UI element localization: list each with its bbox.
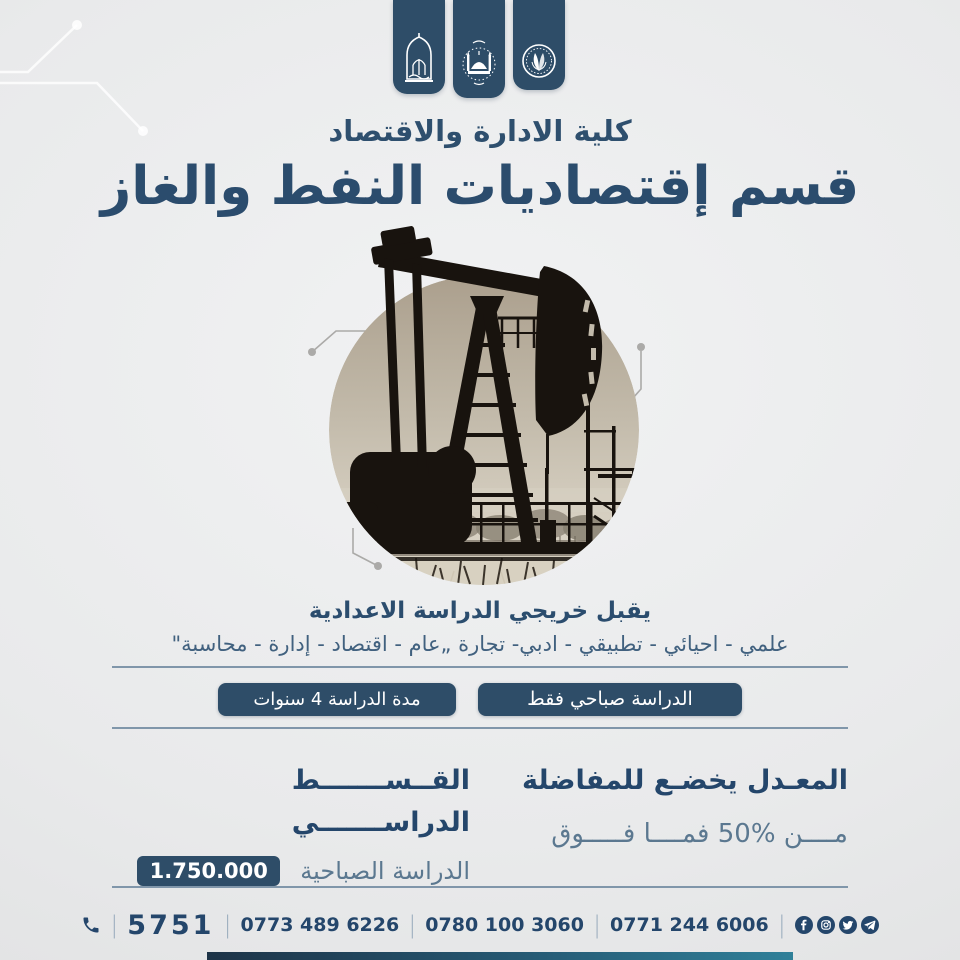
horse-head-slits xyxy=(582,300,596,407)
pumpjack-structure xyxy=(318,302,640,561)
tuition-label: الدراسة الصباحية xyxy=(300,857,470,885)
divider-bottom xyxy=(112,886,848,888)
circuit-decoration-circle xyxy=(312,331,641,566)
badge-seal xyxy=(513,0,565,90)
badge-shrine xyxy=(393,0,445,94)
tuition-row xyxy=(112,856,470,886)
phone-number-3: 0771 244 6006 xyxy=(610,914,769,936)
pumpjack-beam-and-head xyxy=(368,223,602,474)
average-section xyxy=(490,760,848,852)
separator: | xyxy=(223,911,232,939)
divider-top xyxy=(112,666,848,668)
phone-number-1: 0773 489 6226 xyxy=(240,914,400,936)
bottom-gradient-bar xyxy=(207,952,793,960)
average-heading: المعـدل يخضـع للمفاضلة xyxy=(522,765,848,796)
separator: | xyxy=(110,911,119,939)
divider-middle xyxy=(112,727,848,729)
twitter-icon[interactable] xyxy=(839,916,857,934)
grass xyxy=(350,558,622,585)
accepts-line: يقبل خريجي الدراسة الاعدادية xyxy=(308,598,652,624)
tuition-section xyxy=(112,760,470,886)
facebook-icon[interactable] xyxy=(795,916,813,934)
pill-morning-only: الدراسة صباحي فقط xyxy=(478,683,742,716)
separator: | xyxy=(777,911,786,939)
branches-line: علمي - احيائي - تطبيقي - ادبي- تجارة „عام - اقتصاد - إدارة - محاسبة" xyxy=(171,632,789,656)
college-title: كلية الادارة والاقتصاد xyxy=(328,114,632,148)
pill-study-duration: مدة الدراسة 4 سنوات xyxy=(218,683,456,716)
shrine-emblem-icon xyxy=(402,33,436,85)
phone-number-2: 0780 100 3060 xyxy=(425,914,584,936)
mosque-emblem-icon xyxy=(461,35,497,89)
separator: | xyxy=(408,911,417,939)
average-range: مــــن %50 فمــــا فـــــوق xyxy=(551,819,848,849)
round-seal-emblem-icon xyxy=(521,41,557,81)
instagram-icon[interactable] xyxy=(817,916,835,934)
tree-band xyxy=(325,508,641,557)
separator: | xyxy=(592,911,602,939)
department-title: قسم إقتصاديات النفط والغاز xyxy=(100,156,860,217)
footer-contacts xyxy=(0,905,960,945)
tuition-heading: القــســـــــط الدراســـــــي xyxy=(291,765,470,838)
short-number: 5751 xyxy=(127,909,215,941)
badge-mosque xyxy=(453,0,505,98)
social-icons xyxy=(795,916,879,934)
telegram-icon[interactable] xyxy=(861,916,879,934)
phone-icon xyxy=(81,915,101,935)
header-badges xyxy=(393,0,565,98)
tuition-amount-badge: 1.750.000 xyxy=(137,856,280,886)
